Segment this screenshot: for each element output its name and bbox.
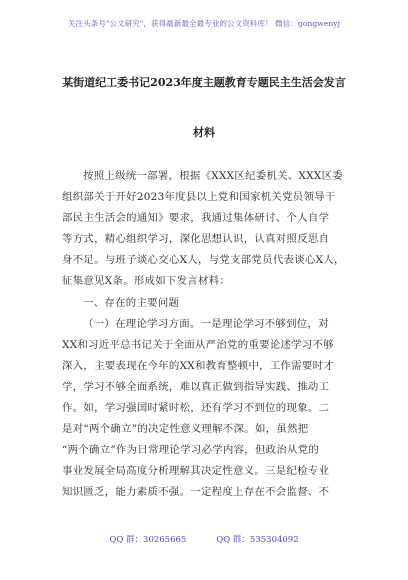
body-line: 等方式，精心组织学习，深化思想认识，认真对照反思自 [62, 233, 330, 246]
section-heading: 一、存在的主要问题 [83, 296, 180, 309]
body-line: “两个确立”作为日常理论学习必学内容，但政治从党的 [62, 444, 320, 457]
header-banner: 关注头条号"公文研究"，获得最新最全最专业的公文资料库！ 微信：gongwenyj [67, 19, 341, 28]
body-line: 按照上级统一部署，根据《XXX区纪委机关、XXX区委 [83, 170, 343, 182]
footer-qq-group-1: QQ 群：30265665 [109, 535, 187, 545]
body-line: XX和习近平总书记关于全面从严治党的重要论述学习不够 [62, 338, 334, 351]
body-line: （一）在理论学习方面。一是理论学习不够到位，对 [83, 317, 329, 330]
body-line: 征集意见X条。形成如下发言材料： [62, 275, 231, 288]
body-line: 作。如，学习强国时紧时松，还有学习不到位的现象。二 [62, 402, 330, 415]
body-line: 知识匮乏，能力素质不强。一定程度上存在不会监督、不 [62, 486, 330, 499]
document-subtitle: 材料 [193, 126, 215, 139]
body-line: 部民主生活会的通知》要求，我通过集体研讨、个人自学 [62, 212, 330, 225]
footer-contact [0, 533, 408, 545]
footer-qq-group-2: QQ 群：535304092 [216, 535, 299, 545]
body-line: 深入，主要表现在今年的XX和教育整顿中，工作需要时才 [62, 359, 334, 372]
body-line: 是对“两个确立”的决定性意义理解不深。如，虽然把 [62, 423, 309, 436]
document-body [62, 166, 354, 504]
document-title: 某街道纪工委书记2023年度主题教育专题民主生活会发言 [62, 76, 346, 89]
body-line: 事业发展全局高度分析理解其决定性意义。三是纪检专业 [62, 465, 330, 478]
body-line: 组织部关于开好2023年度县以上党和国家机关党员领导干 [62, 191, 336, 204]
body-line: 学，学习不够全面系统，难以真正做到指导实践、推动工 [62, 380, 330, 393]
body-line: 身不足。与班子谈心交心X人，与党支部党员代表谈心X人， [62, 254, 345, 267]
